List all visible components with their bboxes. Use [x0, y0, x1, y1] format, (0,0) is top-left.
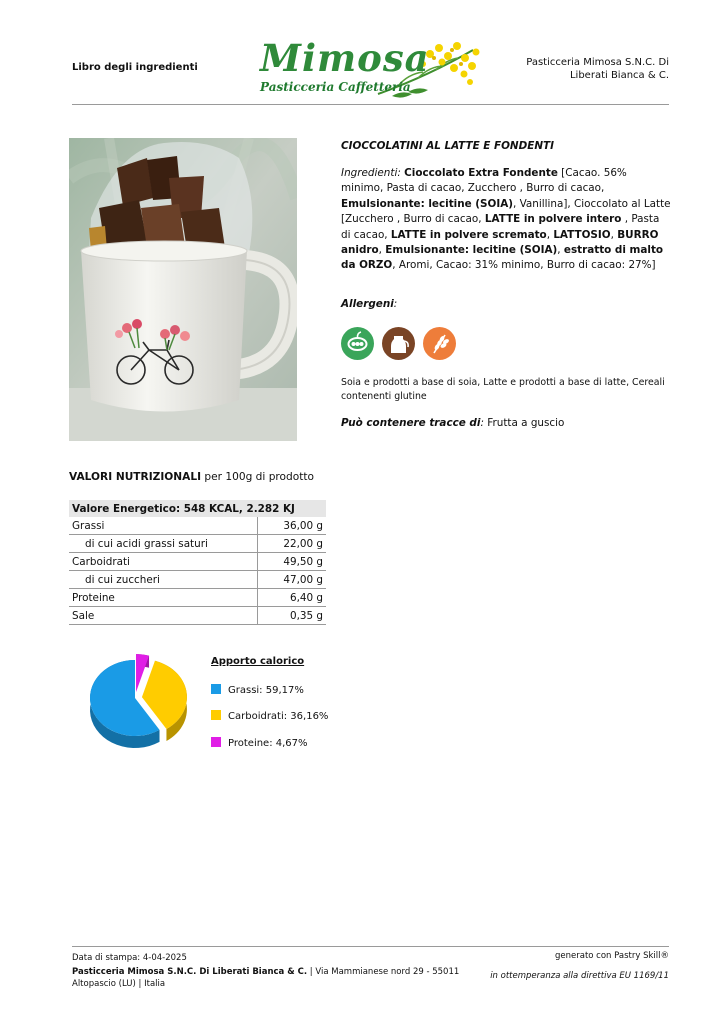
energy-value: Valore Energetico: 548 KCAL, 2.282 KJ: [69, 500, 326, 517]
table-row: [69, 553, 326, 571]
ingredient-highlight: Emulsionante: lecitine (SOIA): [385, 244, 558, 257]
logo-title: Mimosa: [260, 36, 430, 80]
row-label: Proteine: [69, 589, 258, 607]
ingredient-text: , Pasta di cacao,: [341, 213, 660, 241]
company-name-line1: Pasticceria Mimosa S.N.C. Di: [526, 57, 669, 68]
legend-swatch: [211, 737, 221, 747]
ingredient-text: , Vanillina], Cioccolato al Latte [Zucchero , Burro di cacao,: [341, 197, 671, 226]
allergens-title-colon: :: [393, 298, 398, 310]
allergen-icons: [341, 327, 471, 363]
generator-note: generato con Pastry Skill®: [555, 951, 669, 961]
row-value: 0,35 g: [258, 607, 327, 625]
ingredient-highlight: LATTOSIO: [553, 228, 611, 241]
nutrition-table: [69, 500, 326, 625]
traces-colon: :: [480, 417, 484, 429]
product-title: CIOCCOLATINI AL LATTE E FONDENTI: [341, 140, 555, 152]
regulation-note: in ottemperanza alla direttiva EU 1169/11: [490, 971, 669, 981]
legend-item: [211, 684, 304, 696]
logo-subtitle: Pasticceria Caffetteria: [260, 80, 411, 94]
traces-text: [341, 416, 671, 431]
ingredient-text: , Aromi, Cacao: 31% minimo, Burro di cacao: 27%]: [392, 259, 656, 272]
footer-company: Pasticceria Mimosa S.N.C. Di Liberati Bianca & C.: [72, 967, 308, 977]
ingredient-text: ,: [610, 228, 618, 241]
product-photo: [69, 138, 297, 441]
ingredient-highlight: Cioccolato Extra Fondente: [404, 167, 558, 179]
ingredients-label: Ingredienti:: [341, 167, 401, 179]
footer-divider: [72, 946, 669, 947]
legend-item: [211, 710, 328, 722]
table-row: [69, 589, 326, 607]
ingredients-text: [341, 166, 671, 274]
allergens-title-text: Allergeni: [341, 298, 394, 310]
table-row: [69, 535, 326, 553]
nutrition-title-rest: per 100g di prodotto: [201, 471, 315, 483]
document-title: Libro degli ingredienti: [72, 62, 198, 73]
legend-label: Proteine: 4,67%: [228, 738, 308, 749]
legend-item: [211, 737, 308, 749]
row-label: Grassi: [69, 517, 258, 535]
legend-label: Grassi: 59,17%: [228, 685, 304, 696]
traces-value: Frutta a guscio: [483, 417, 565, 429]
row-value: 49,50 g: [258, 553, 327, 571]
ingredient-highlight: estratto di malto da ORZO: [341, 244, 664, 272]
ingredient-highlight: BURRO anidro: [341, 228, 659, 257]
header-divider: [72, 104, 669, 105]
nutrition-title: [69, 471, 314, 483]
table-row: [69, 571, 326, 589]
ingredients-list: [341, 167, 671, 271]
row-value: 22,00 g: [258, 535, 327, 553]
company-name-line2: Liberati Bianca & C.: [569, 70, 669, 81]
ingredient-highlight: LATTE in polvere intero: [484, 213, 622, 226]
company-name: [469, 56, 669, 82]
calorie-pie-chart: [88, 643, 194, 761]
row-value: 36,00 g: [258, 517, 327, 535]
ingredient-highlight: Emulsionante: lecitine (SOIA): [341, 197, 514, 210]
row-label: Sale: [69, 607, 258, 625]
ingredient-text: ,: [546, 228, 554, 241]
table-row: [69, 607, 326, 625]
row-label: di cui acidi grassi saturi: [69, 535, 258, 553]
legend-swatch: [211, 710, 221, 720]
company-logo: [258, 36, 486, 102]
milk-icon: [382, 327, 415, 360]
legend-label: Carboidrati: 36,16%: [228, 711, 329, 722]
footer-city: Altopascio (LU) | Italia: [72, 979, 166, 989]
allergens-title: [341, 297, 671, 312]
energy-row: [69, 500, 326, 517]
allergens-text: Soia e prodotti a base di soia, Latte e prodotti a base di latte, Cereali contenenti glutine: [341, 377, 665, 402]
ingredient-highlight: LATTE in polvere scremato: [390, 228, 547, 241]
wheat-icon: [423, 327, 456, 360]
row-label: Carboidrati: [69, 553, 258, 571]
legend-swatch: [211, 684, 221, 694]
row-value: 47,00 g: [258, 571, 327, 589]
table-row: [69, 517, 326, 535]
ingredient-text: ,: [557, 244, 564, 257]
row-value: 6,40 g: [258, 589, 327, 607]
row-label: di cui zuccheri: [69, 571, 258, 589]
footer-address: | Via Mammianese nord 29 - 55011: [307, 967, 460, 977]
traces-label: Può contenere tracce di: [341, 417, 481, 429]
ingredient-text: [Cacao. 56% minimo, Pasta di cacao, Zucchero , Burro di cacao,: [341, 167, 627, 195]
company-address: [72, 966, 492, 990]
legend-title: Apporto calorico: [211, 656, 305, 667]
print-date: Data di stampa: 4-04-2025: [72, 953, 187, 963]
ingredient-text: ,: [378, 244, 386, 257]
soy-icon: [341, 327, 374, 360]
nutrition-title-bold: VALORI NUTRIZIONALI: [69, 471, 202, 483]
